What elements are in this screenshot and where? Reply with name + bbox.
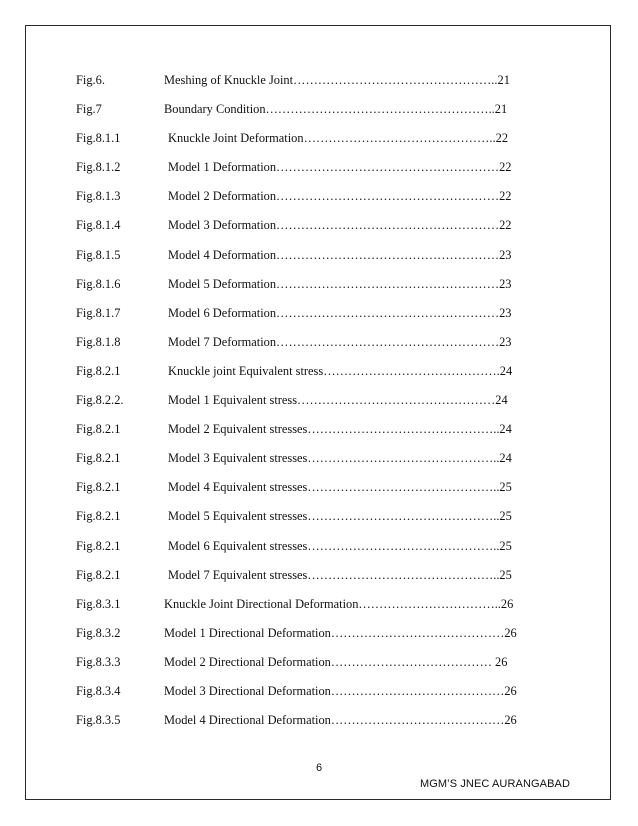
figure-number: Fig.8.2.1 (76, 509, 121, 524)
figure-title-with-page: Model 1 Equivalent stress…………………………………………24 (168, 393, 508, 408)
figure-title-with-page: Model 2 Directional Deformation………………………………… 26 (164, 654, 508, 669)
toc-entry (76, 479, 536, 508)
figure-title-with-page: Model 1 Directional Deformation……………………………………26 (164, 625, 517, 640)
toc-entry (76, 421, 536, 450)
figure-number: Fig.8.2.2. (76, 393, 124, 408)
figure-number: Fig.8.3.2 (76, 625, 121, 640)
toc-entry (76, 508, 536, 537)
figure-title-with-page: Model 4 Equivalent stresses………………………………………..25 (168, 480, 512, 495)
toc-entry (76, 392, 536, 421)
figure-number: Fig.8.3.3 (76, 654, 121, 669)
figure-number: Fig.8.1.2 (76, 160, 121, 175)
figure-number: Fig.8.1.5 (76, 247, 121, 262)
figure-number: Fig.8.2.1 (76, 480, 121, 495)
figure-number: Fig.8.2.1 (76, 422, 121, 437)
list-of-figures (76, 72, 536, 741)
figure-number: Fig.8.2.1 (76, 451, 121, 466)
figure-title-with-page: Model 7 Equivalent stresses………………………………………..25 (168, 567, 512, 582)
figure-number: Fig.8.1.3 (76, 189, 121, 204)
toc-entry (76, 305, 536, 334)
figure-number: Fig.8.1.4 (76, 218, 121, 233)
figure-title-with-page: Model 6 Deformation………………………………………………23 (168, 305, 512, 320)
toc-entry (76, 130, 536, 159)
figure-title-with-page: Boundary Condition………………………………………………..21 (164, 102, 508, 117)
toc-entry (76, 654, 536, 683)
figure-number: Fig.6. (76, 73, 105, 87)
figure-number: Fig.8.3.1 (76, 596, 121, 611)
toc-entry (76, 363, 536, 392)
figure-number: Fig.8.1.1 (76, 131, 121, 146)
toc-entry (76, 334, 536, 363)
figure-number: Fig.8.2.1 (76, 567, 121, 582)
figure-title-with-page: Knuckle joint Equivalent stress…………………………………….24 (168, 363, 513, 378)
toc-entry (76, 625, 536, 654)
figure-title-with-page: Model 2 Deformation………………………………………………22 (168, 189, 512, 204)
figure-title-with-page: Model 3 Directional Deformation……………………………………26 (164, 683, 517, 698)
toc-entry (76, 72, 536, 101)
figure-title-with-page: Knuckle Joint Deformation………………………………………..22 (168, 131, 509, 146)
toc-entry (76, 159, 536, 188)
figure-number: Fig.7 (76, 102, 102, 117)
footer-college-name: MGM’S JNEC AURANGABAD (420, 778, 571, 790)
figure-title-with-page: Model 5 Equivalent stresses………………………………………..25 (168, 509, 512, 524)
figure-number: Fig.8.2.1 (76, 538, 121, 553)
toc-entry (76, 450, 536, 479)
figure-title-with-page: Meshing of Knuckle Joint…………………………………………..21 (164, 73, 510, 87)
figure-title-with-page: Model 3 Equivalent stresses………………………………………..24 (168, 451, 512, 466)
figure-title-with-page: Model 5 Deformation………………………………………………23 (168, 276, 512, 291)
figure-title-with-page: Model 2 Equivalent stresses………………………………………..24 (168, 422, 512, 437)
toc-entry (76, 596, 536, 625)
toc-entry (76, 247, 536, 276)
figure-title-with-page: Model 4 Deformation………………………………………………23 (168, 247, 512, 262)
toc-entry (76, 276, 536, 305)
figure-title-with-page: Model 1 Deformation………………………………………………22 (168, 160, 512, 175)
toc-entry (76, 538, 536, 567)
figure-number: Fig.8.2.1 (76, 363, 121, 378)
figure-number: Fig.8.3.5 (76, 713, 121, 728)
figure-number: Fig.8.1.7 (76, 305, 121, 320)
figure-title-with-page: Model 6 Equivalent stresses………………………………………..25 (168, 538, 512, 553)
page-number: 6 (315, 762, 323, 774)
figure-number: Fig.8.3.4 (76, 683, 121, 698)
toc-entry (76, 101, 536, 130)
figure-title-with-page: Model 3 Deformation………………………………………………22 (168, 218, 512, 233)
toc-entry (76, 712, 536, 741)
toc-entry (76, 567, 536, 596)
toc-entry (76, 683, 536, 712)
figure-title-with-page: Model 4 Directional Deformation……………………………………26 (164, 713, 517, 728)
figure-title-with-page: Knuckle Joint Directional Deformation……………………………..26 (164, 596, 514, 611)
figure-number: Fig.8.1.6 (76, 276, 121, 291)
figure-title-with-page: Model 7 Deformation………………………………………………23 (168, 334, 512, 349)
toc-entry (76, 188, 536, 217)
toc-entry (76, 217, 536, 246)
figure-number: Fig.8.1.8 (76, 334, 121, 349)
